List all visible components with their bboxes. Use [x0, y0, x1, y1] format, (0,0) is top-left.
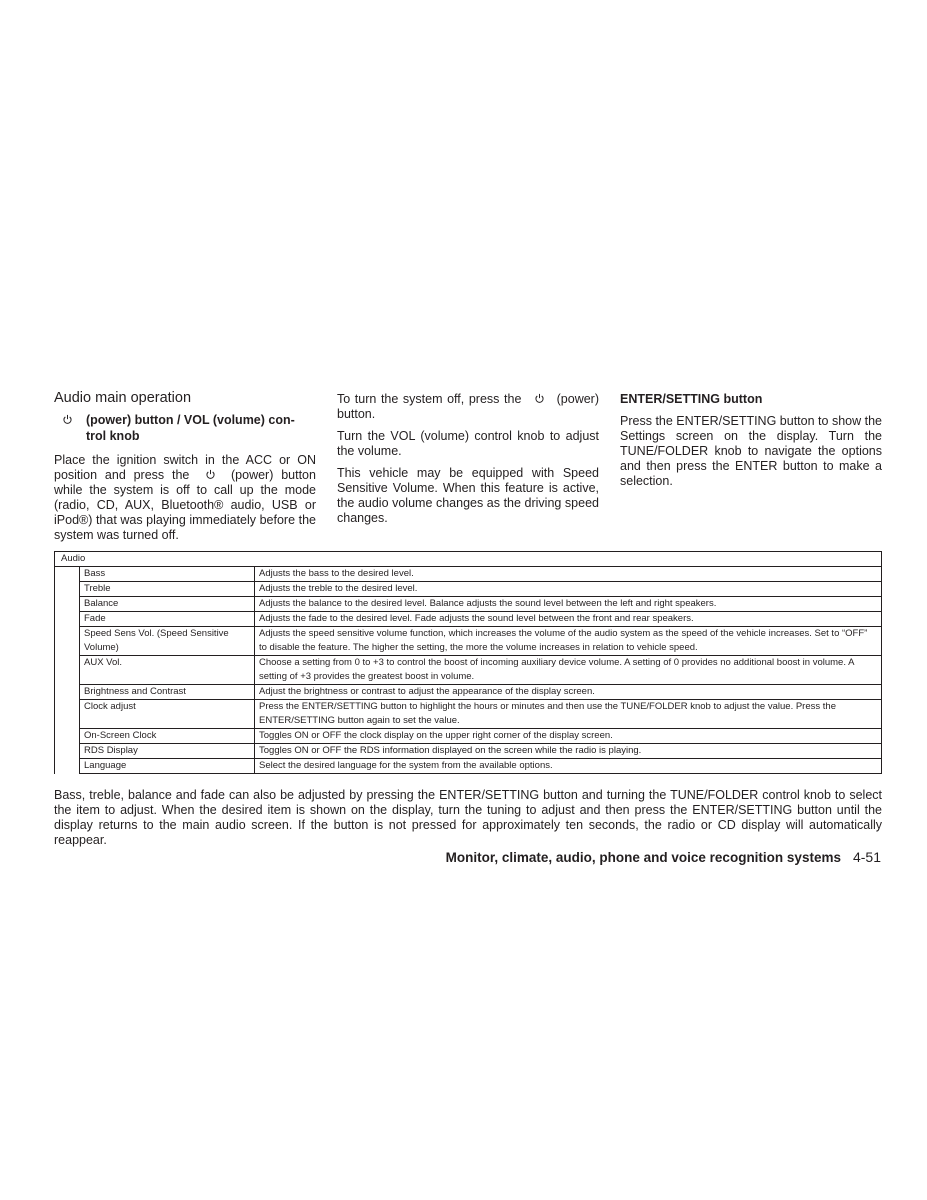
column-2	[337, 392, 599, 526]
setting-name-cell: Speed Sens Vol. (Speed Sensitive Volume)	[80, 627, 255, 656]
speed-volume-paragraph: This vehicle may be equipped with Speed Sensitive Volume. When this feature is active, the audio volume changes as the driving speed changes.	[337, 466, 599, 525]
table-row	[55, 627, 882, 656]
footer-section-title: Monitor, climate, audio, phone and voice recognition systems	[445, 850, 841, 865]
row-indent	[55, 685, 80, 700]
setting-name-cell: Treble	[80, 582, 255, 597]
paragraph-text-b: (power) button while the system is off to call up the mode (radio, CD, AUX, Bluetooth® audio, USB or iPod®) that was playing immediately before the system was turned off.	[54, 468, 316, 542]
setting-name-cell: Bass	[80, 567, 255, 582]
enter-setting-paragraph: Press the ENTER/SETTING button to show the Settings screen on the display. Turn the TUNE/FOLDER knob to navigate the options and then press the ENTER button to make a selection.	[620, 414, 882, 488]
row-indent	[55, 612, 80, 627]
enter-setting-heading: ENTER/SETTING button	[620, 392, 763, 406]
table-row	[55, 597, 882, 612]
table-row	[55, 700, 882, 729]
setting-description-cell: Adjusts the treble to the desired level.	[255, 582, 882, 597]
row-indent	[55, 759, 80, 774]
setting-name-cell: Balance	[80, 597, 255, 612]
subheading	[54, 412, 316, 444]
power-off-text-b: (power) button.	[337, 392, 599, 421]
bottom-paragraph: Bass, treble, balance and fade can also be adjusted by pressing the ENTER/SETTING button and turning the TUNE/FOLDER control knob to select the item to adjust. When the desired item is shown on the display, turn the tuning to adjust and then press the ENTER/SETTING button until the display returns to the main audio screen. If the button is not pressed for approximately ten seconds, the radio or CD display will automatically reappear.	[54, 788, 882, 847]
page-footer	[446, 849, 881, 867]
paragraph-text-a: Place the ignition switch in the ACC or ON position and press the	[54, 453, 316, 482]
table-row	[55, 582, 882, 597]
setting-description-cell: Press the ENTER/SETTING button to highlight the hours or minutes and then use the TUNE/FOLDER knob to adjust the value. Press the ENTER/SETTING button again to set the value.	[255, 700, 882, 729]
setting-name-cell: Fade	[80, 612, 255, 627]
setting-name-cell: RDS Display	[80, 744, 255, 759]
section-title: Audio main operation	[54, 390, 192, 406]
power-icon	[62, 414, 73, 425]
subheading-line-2: trol knob	[86, 429, 140, 443]
setting-name-cell: Brightness and Contrast	[80, 685, 255, 700]
row-indent	[55, 700, 80, 729]
row-indent	[55, 582, 80, 597]
table-header: Audio	[55, 552, 882, 567]
column-1-paragraph	[54, 453, 316, 543]
power-icon	[534, 393, 545, 404]
setting-name-cell: Language	[80, 759, 255, 774]
row-indent	[55, 597, 80, 612]
power-off-text-a: To turn the system off, press the	[337, 392, 522, 406]
setting-description-cell: Choose a setting from 0 to +3 to control the boost of incoming auxiliary device volume. A setting of 0 provides no additional boost in volume. A setting of +3 provides the greatest boost in volume.	[255, 656, 882, 685]
table-row	[55, 656, 882, 685]
setting-description-cell: Toggles ON or OFF the clock display on the upper right corner of the display screen.	[255, 729, 882, 744]
table-row	[55, 567, 882, 582]
row-indent	[55, 656, 80, 685]
table-row	[55, 612, 882, 627]
setting-description-cell: Adjusts the fade to the desired level. Fade adjusts the sound level between the front and rear speakers.	[255, 612, 882, 627]
table-header-row	[55, 552, 882, 567]
audio-settings-table	[54, 551, 882, 774]
power-off-paragraph	[337, 392, 599, 422]
page-number: 4-51	[852, 849, 881, 865]
setting-description-cell: Toggles ON or OFF the RDS information displayed on the screen while the radio is playing.	[255, 744, 882, 759]
table-row	[55, 685, 882, 700]
setting-description-cell: Select the desired language for the system from the available options.	[255, 759, 882, 774]
setting-name-cell: On-Screen Clock	[80, 729, 255, 744]
power-icon	[205, 469, 216, 480]
setting-name-cell: AUX Vol.	[80, 656, 255, 685]
row-indent	[55, 627, 80, 656]
setting-description-cell: Adjust the brightness or contrast to adjust the appearance of the display screen.	[255, 685, 882, 700]
subheading-line-1: (power) button / VOL (volume) con-	[86, 413, 295, 427]
row-indent	[55, 729, 80, 744]
column-1	[54, 390, 316, 543]
setting-name-cell: Clock adjust	[80, 700, 255, 729]
volume-paragraph: Turn the VOL (volume) control knob to adjust the volume.	[337, 429, 599, 458]
column-3	[620, 391, 882, 489]
setting-description-cell: Adjusts the speed sensitive volume function, which increases the volume of the audio system as the speed of the vehicle increases. Set to “OFF” to disable the feature. The higher the setting, the more the volume increases in relation to vehicle speed.	[255, 627, 882, 656]
setting-description-cell: Adjusts the bass to the desired level.	[255, 567, 882, 582]
row-indent	[55, 567, 80, 582]
table-row	[55, 729, 882, 744]
row-indent	[55, 744, 80, 759]
setting-description-cell: Adjusts the balance to the desired level. Balance adjusts the sound level between the left and right speakers.	[255, 597, 882, 612]
table-row	[55, 759, 882, 774]
table-row	[55, 744, 882, 759]
